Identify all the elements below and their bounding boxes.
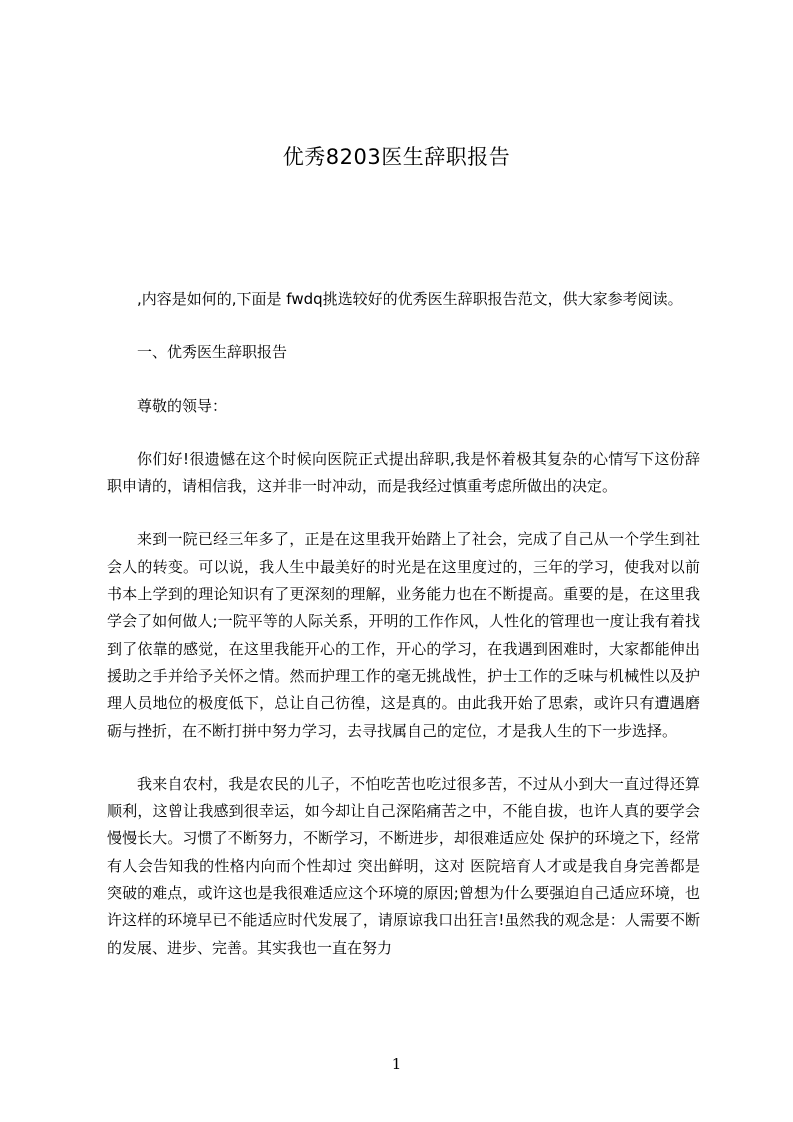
section-heading: 一、优秀医生辞职报告 [137,343,288,362]
body-paragraph: 我来自农村，我是农民的儿子，不怕吃苦也吃过很多苦，不过从小到大一直过得还算顺利，这曾让我感到很幸运，如今却让自己深陷痛苦之中，不能自拔，也许人真的要学会慢慢长大。习惯了不断努力，不断学习，不断进步，却很难适应处 保护的环境之下，经常有人会告知我的性格内向而个性却过 突出鲜明，这对 医院培育人才或是我自身完善都是突破的难点，或许这也是我很难适应这个环境的原因;曾想为什么要强迫自己适应环境，也许这样的环境早已不能适应时代发展了，请原谅我口出狂言!虽然我的观念是：人需要不断的发展、进步、完善。其实我也一直在努力 [107,774,700,957]
intro-paragraph: ,内容是如何的,下面是 fwdq挑选较好的优秀医生辞职报告范文，供大家参考阅读。 [137,290,683,308]
body-paragraph: 你们好!很遗憾在这个时候向医院正式提出辞职,我是怀着极其复杂的心情写下这份辞职申请的，请相信我，这并非一时冲动，而是我经过慎重考虑所做出的决定。 [107,449,700,496]
page-number: 1 [391,1055,402,1073]
document-body [107,286,700,988]
document-title: 优秀8203医生辞职报告 [282,145,511,169]
body-paragraph: 来到一院已经三年多了，正是在这里我开始踏上了社会，完成了自己从一个学生到社会人的转变。可以说，我人生中最美好的时光是在这里度过的，三年的学习，使我对以前书本上学到的理论知识有了更深刻的理解，业务能力也在不断提高。重要的是，在这里我学会了如何做人;一院平等的人际关系，开明的工作作风，人性化的管理也一度让我有着找到了依靠的感觉，在这里我能开心的工作，开心的学习，在我遇到困难时，大家都能伸出援助之手并给予关怀之情。然而护理工作的毫无挑战性，护士工作的乏味与机械性以及护理人员地位的极度低下，总让自己彷徨，这是真的。由此我开始了思索，或许只有遭遇磨砺与挫折，在不断打拼中努力学习，去寻找属自己的定位，才是我人生的下一步选择。 [107,530,700,740]
salutation: 尊敬的领导： [137,396,228,415]
